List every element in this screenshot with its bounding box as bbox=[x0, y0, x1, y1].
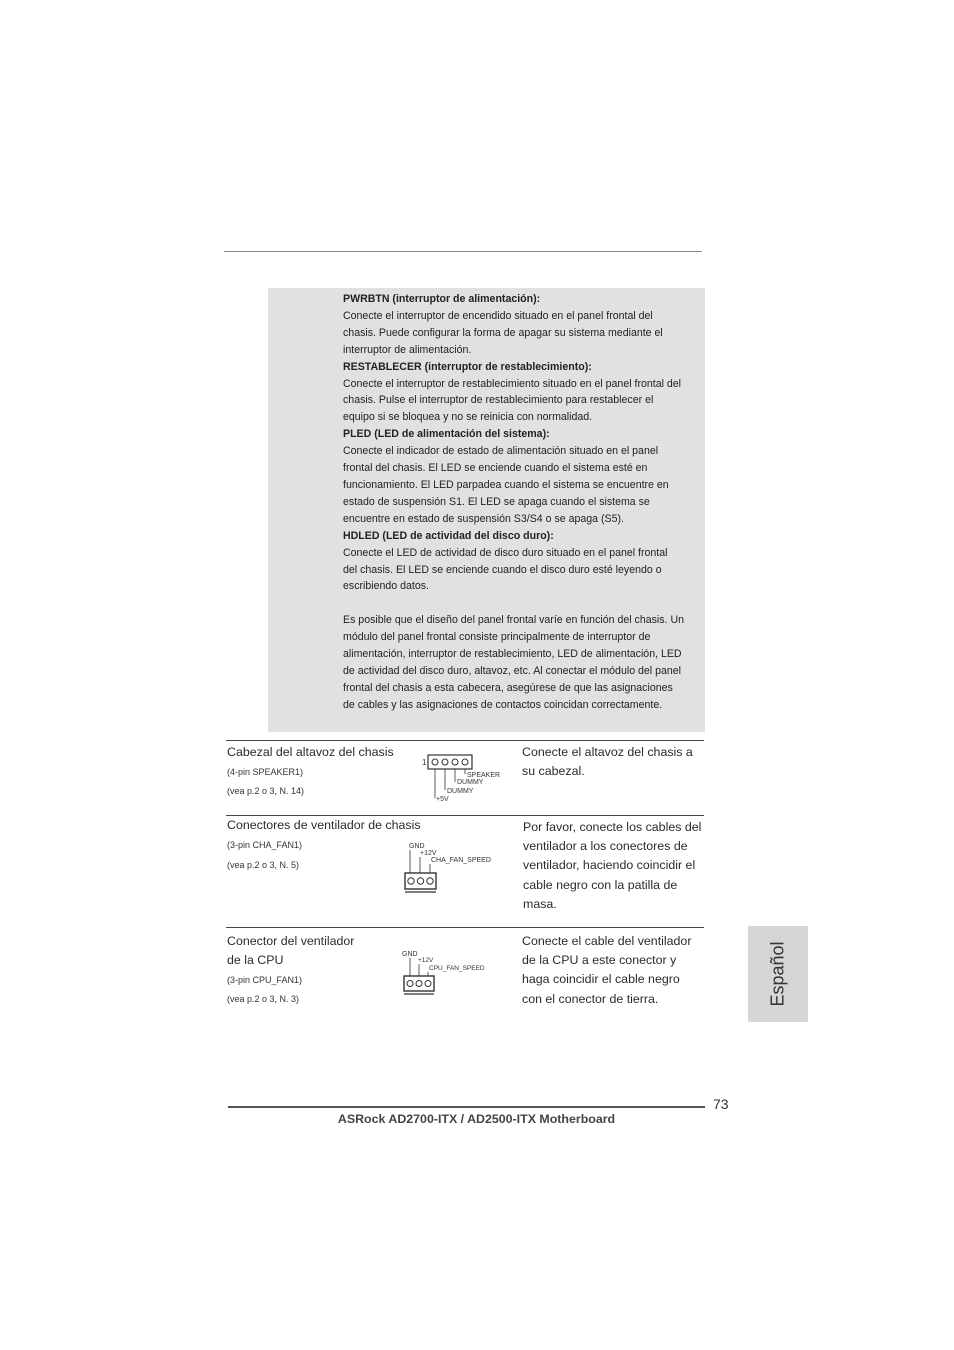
section-divider bbox=[226, 740, 704, 741]
speaker-reference: (vea p.2 o 3, N. 14) bbox=[227, 786, 305, 796]
front-panel-description bbox=[343, 291, 707, 714]
cpu-fan-header-diagram bbox=[398, 946, 498, 998]
speaker-pin-info: (4-pin SPEAKER1) bbox=[227, 767, 304, 777]
reset-line: Conecte el interruptor de restablecimiento situado en el panel frontal del bbox=[343, 377, 682, 390]
cha-fan-header-diagram bbox=[400, 838, 500, 896]
pled-heading: PLED (LED de alimentación del sistema): bbox=[343, 428, 550, 441]
12v-pin-label: +12V bbox=[420, 850, 437, 857]
pled-line: encuentre en estado de suspensión S3/S4 o se apaga (S5). bbox=[343, 512, 624, 525]
hdled-heading: HDLED (LED de actividad del disco duro): bbox=[343, 529, 554, 542]
cpu-fan-description-line: Conecte el cable del ventilador bbox=[522, 934, 692, 948]
note-line: alimentación, interruptor de restablecimiento, LED de alimentación, LED bbox=[343, 648, 682, 661]
speed-pin-label: CHA_FAN_SPEED bbox=[431, 857, 491, 864]
note-line: frontal del chasis a esta cabecera, asegúrese de que las asignaciones bbox=[343, 681, 673, 694]
cpu-fan-reference: (vea p.2 o 3, N. 3) bbox=[227, 994, 300, 1004]
pwrbtn-heading: PWRBTN (interruptor de alimentación): bbox=[343, 293, 541, 305]
cpu-fan-title-line: Conector del ventilador bbox=[227, 934, 355, 948]
reset-line: equipo si se bloquea y no se reinicia con normalidad. bbox=[343, 411, 593, 424]
language-tab-label: Español bbox=[767, 941, 788, 1007]
pwrbtn-line: chasis. Puede configurar la forma de apagar su sistema mediante el bbox=[343, 326, 663, 339]
5v-pin-label: +5V bbox=[436, 796, 449, 803]
dummy-pin-label: DUMMY bbox=[447, 788, 474, 795]
cha-fan-pin-info: (3-pin CHA_FAN1) bbox=[227, 840, 303, 850]
gnd-pin-label: GND bbox=[409, 843, 425, 850]
speaker-description bbox=[522, 743, 693, 781]
speaker-pin-label: SPEAKER bbox=[467, 772, 501, 779]
pin-1-label: 1 bbox=[422, 758, 427, 767]
footer-title: ASRock AD2700-ITX / AD2500-ITX Motherboard bbox=[337, 1112, 616, 1126]
speaker-description-line: Conecte el altavoz del chasis a bbox=[522, 745, 693, 759]
note-line: Es posible que el diseño del panel frontal varíe en función del chasis. Un bbox=[343, 614, 684, 627]
cha-fan-title: Conectores de ventilador de chasis bbox=[227, 818, 421, 832]
cpu-fan-title-line: de la CPU bbox=[227, 953, 284, 967]
pled-line: funcionamiento. El LED parpadea cuando el sistema se encuentre en bbox=[343, 478, 669, 491]
pled-line: frontal del chasis. El LED se enciende cuando el sistema esté en bbox=[343, 462, 648, 475]
pled-line: Conecte el indicador de estado de alimentación situado en el panel bbox=[343, 445, 659, 458]
12v-pin-label: +12V bbox=[418, 957, 434, 964]
pwrbtn-line: Conecte el interruptor de encendido situado en el panel frontal del bbox=[343, 309, 653, 322]
cha-fan-description-line: ventilador a los conectores de bbox=[523, 839, 688, 854]
cpu-fan-pin-info: (3-pin CPU_FAN1) bbox=[227, 975, 303, 985]
cha-fan-reference: (vea p.2 o 3, N. 5) bbox=[227, 860, 300, 870]
cha-fan-description-line: masa. bbox=[523, 896, 557, 911]
gnd-pin-label: GND bbox=[402, 951, 418, 958]
cha-fan-description bbox=[523, 818, 701, 914]
cha-fan-description-line: ventilador, haciendo coincidir el bbox=[523, 858, 696, 873]
reset-heading: RESTABLECER (interruptor de restablecimiento): bbox=[343, 360, 592, 373]
cpu-fan-description-line: haga coincidir el cable negro bbox=[522, 972, 680, 987]
cpu-fan-description-line: con el conector de tierra. bbox=[522, 991, 659, 1006]
pled-line: estado de suspensión S1. El LED se apaga cuando el sistema se bbox=[343, 495, 650, 508]
note-line: de cables y las asignaciones de contactos coincidan correctamente. bbox=[343, 698, 663, 711]
cpu-fan-title bbox=[227, 932, 354, 970]
pwrbtn-line: interruptor de alimentación. bbox=[343, 343, 472, 356]
cpu-fan-description bbox=[522, 932, 691, 1009]
top-divider bbox=[224, 251, 702, 252]
page-number: 73 bbox=[713, 1096, 729, 1112]
cpu-fan-description-line: de la CPU a este conector y bbox=[522, 953, 677, 968]
footer-divider bbox=[228, 1106, 705, 1108]
language-side-tab bbox=[748, 926, 808, 1022]
cha-fan-description-line: cable negro con la patilla de bbox=[523, 877, 678, 892]
section-divider bbox=[226, 927, 704, 928]
hdled-line: escribiendo datos. bbox=[343, 580, 429, 593]
hdled-line: Conecte el LED de actividad de disco duro situado en el panel frontal bbox=[343, 546, 668, 559]
speaker-description-line: su cabezal. bbox=[522, 764, 585, 779]
speed-pin-label: CPU_FAN_SPEED bbox=[429, 965, 485, 972]
hdled-line: del chasis. El LED se enciende cuando el disco duro esté leyendo o bbox=[343, 563, 662, 576]
note-line: de actividad del disco duro, altavoz, etc. Al conectar el módulo del panel bbox=[343, 664, 682, 677]
cha-fan-description-line: Por favor, conecte los cables del bbox=[523, 820, 702, 834]
note-line: módulo del panel frontal consiste principalmente de interruptor de bbox=[343, 631, 651, 644]
speaker-title: Cabezal del altavoz del chasis bbox=[227, 745, 394, 759]
reset-line: chasis. Pulse el interruptor de restablecimiento para restablecer el bbox=[343, 394, 654, 407]
dummy-pin-label: DUMMY bbox=[457, 779, 484, 786]
speaker-header-diagram bbox=[418, 750, 508, 806]
